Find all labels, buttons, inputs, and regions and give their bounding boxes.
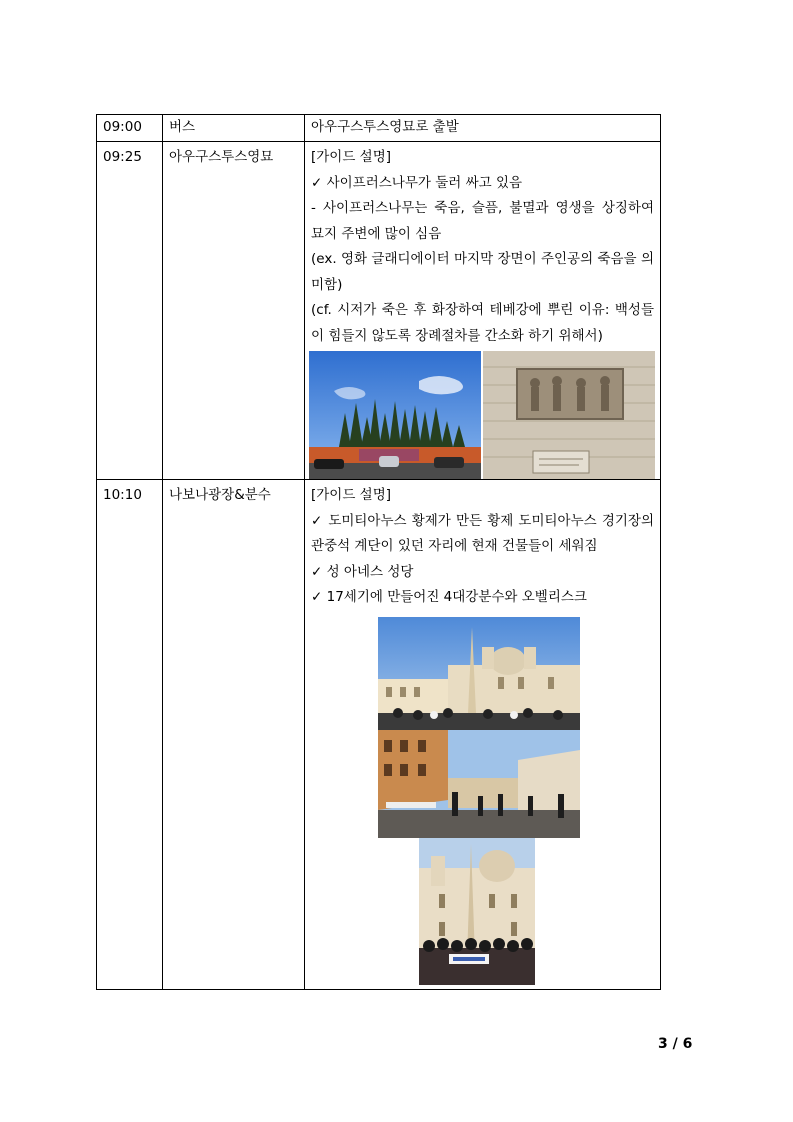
desc-line: [가이드 설명]: [311, 149, 392, 165]
cypress-trees-photo: [309, 351, 481, 479]
table-row: [97, 115, 661, 142]
page-number: 3 / 6: [658, 1036, 693, 1052]
piazza-navona-obelisk-photo: [378, 617, 580, 730]
group-photo: [419, 838, 535, 985]
desc-line: [가이드 설명]: [311, 487, 392, 503]
desc-cell: [305, 142, 661, 480]
piazza-navona-street-photo: [378, 730, 580, 838]
desc-line: 아우구스투스영묘로 출발: [311, 119, 459, 135]
place-cell: 버스: [163, 115, 305, 142]
desc-cell: [305, 480, 661, 990]
desc-line: - 사이프러스나무는 죽음, 슬픔, 불멸과 영생을 상징하여 묘지 주변에 많이 심음: [311, 200, 654, 242]
stone-relief-photo: [483, 351, 655, 479]
desc-line: ✓ 17세기에 만들어진 4대강분수와 오벨리스크: [311, 589, 587, 605]
time-cell: 10:10: [97, 480, 163, 990]
time-cell: 09:25: [97, 142, 163, 480]
desc-line: ✓ 성 아네스 성당: [311, 563, 414, 580]
desc-line: ✓ 도미티아누스 황제가 만든 황제 도미티아누스 경기장의 관중석 계단이 있던 자리에 현재 건물들이 세워짐: [311, 512, 654, 554]
table-row: [97, 142, 661, 480]
table-row: [97, 480, 661, 990]
desc-line: (ex. 영화 글래디에이터 마지막 장면이 주인공의 죽음을 의미함): [311, 251, 654, 293]
place-cell: 나보나광장&분수: [163, 480, 305, 990]
photo-group: [309, 351, 654, 479]
desc-line: ✓ 사이프러스나무가 둘러 싸고 있음: [311, 174, 523, 191]
place-cell: 아우구스투스영묘: [163, 142, 305, 480]
desc-cell: [305, 115, 661, 142]
photo-group: [311, 617, 654, 989]
desc-line: (cf. 시저가 죽은 후 화장하여 테베강에 뿌린 이유: 백성들이 힘들지 않도록 장례절차를 간소화 하기 위해서): [311, 302, 654, 344]
schedule-table: [96, 114, 661, 990]
time-cell: 09:00: [97, 115, 163, 142]
